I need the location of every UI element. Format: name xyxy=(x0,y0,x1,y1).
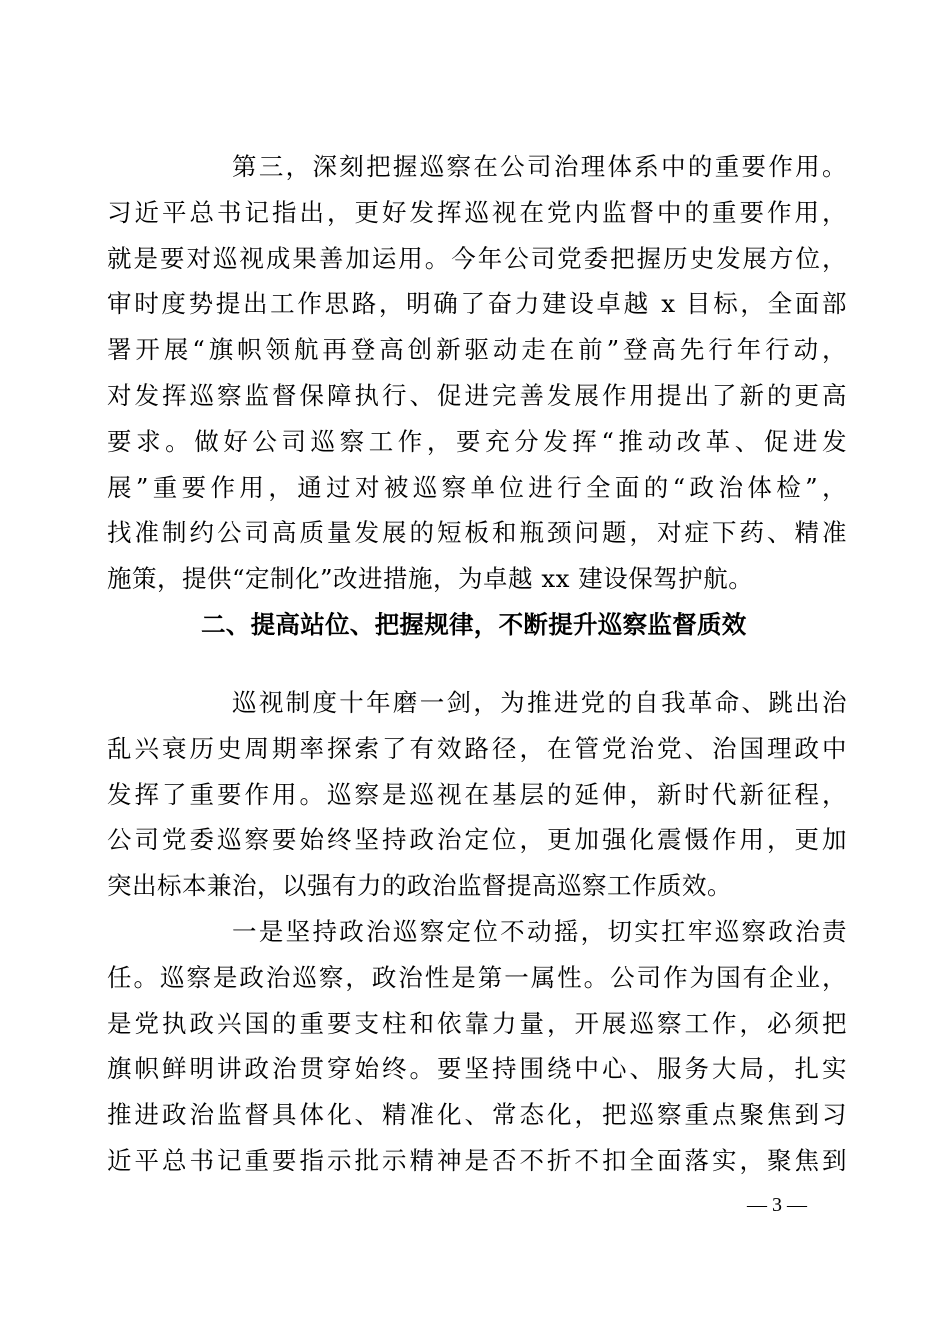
text-line: 任。巡察是政治巡察，政治性是第一属性。公司作为国有企业， xyxy=(107,962,847,992)
paragraph-1 xyxy=(107,144,847,602)
page-number: — 3 — xyxy=(747,1194,807,1216)
text-line: 施策，提供“定制化”改进措施，为卓越 xx 建设保驾护航。 xyxy=(107,564,754,594)
text-line: 要求。做好公司巡察工作，要充分发挥“推动改革、促进发 xyxy=(107,426,847,456)
text-line: 习近平总书记指出，更好发挥巡视在党内监督中的重要作用， xyxy=(107,197,847,227)
text-line: 巡视制度十年磨一剑，为推进党的自我革命、跳出治 xyxy=(232,688,847,717)
text-line: 展”重要作用，通过对被巡察单位进行全面的“政治体检”， xyxy=(107,472,847,502)
text-line: 突出标本兼治，以强有力的政治监督提高巡察工作质效。 xyxy=(107,871,732,901)
text-line: 是党执政兴国的重要支柱和依靠力量，开展巡察工作，必须把 xyxy=(107,1008,847,1038)
heading-text: 二、提高站位、把握规律，不断提升巡察监督质效 xyxy=(201,610,747,639)
text-line: 署开展“旗帜领航再登高创新驱动走在前”登高先行年行动， xyxy=(107,335,847,365)
text-line: 发挥了重要作用。巡察是巡视在基层的延伸，新时代新征程， xyxy=(107,779,847,809)
text-line: 乱兴衰历史周期率探索了有效路径，在管党治党、治国理政中 xyxy=(107,733,847,763)
text-line: 找准制约公司高质量发展的短板和瓶颈问题，对症下药、精准 xyxy=(107,518,847,548)
text-line: 推进政治监督具体化、精准化、常态化，把巡察重点聚焦到习 xyxy=(107,1100,847,1130)
text-line: 近平总书记重要指示批示精神是否不折不扣全面落实，聚焦到 xyxy=(107,1145,847,1175)
text-line: 公司党委巡察要始终坚持政治定位，更加强化震慑作用，更加 xyxy=(107,825,847,855)
section-heading xyxy=(107,602,847,648)
paragraph-2 xyxy=(107,680,847,909)
text-line: 旗帜鲜明讲政治贯穿始终。要坚持围绕中心、服务大局，扎实 xyxy=(107,1054,847,1084)
text-line: 就是要对巡视成果善加运用。今年公司党委把握历史发展方位， xyxy=(107,243,847,273)
paragraph-3 xyxy=(107,909,847,1184)
text-line: 审时度势提出工作思路，明确了奋力建设卓越 x 目标，全面部 xyxy=(107,289,847,319)
text-line: 一是坚持政治巡察定位不动摇，切实扛牢巡察政治责 xyxy=(232,917,847,946)
text-line: 第三，深刻把握巡察在公司治理体系中的重要作用。 xyxy=(232,152,847,181)
text-line: 对发挥巡察监督保障执行、促进完善发展作用提出了新的更高 xyxy=(107,380,847,410)
